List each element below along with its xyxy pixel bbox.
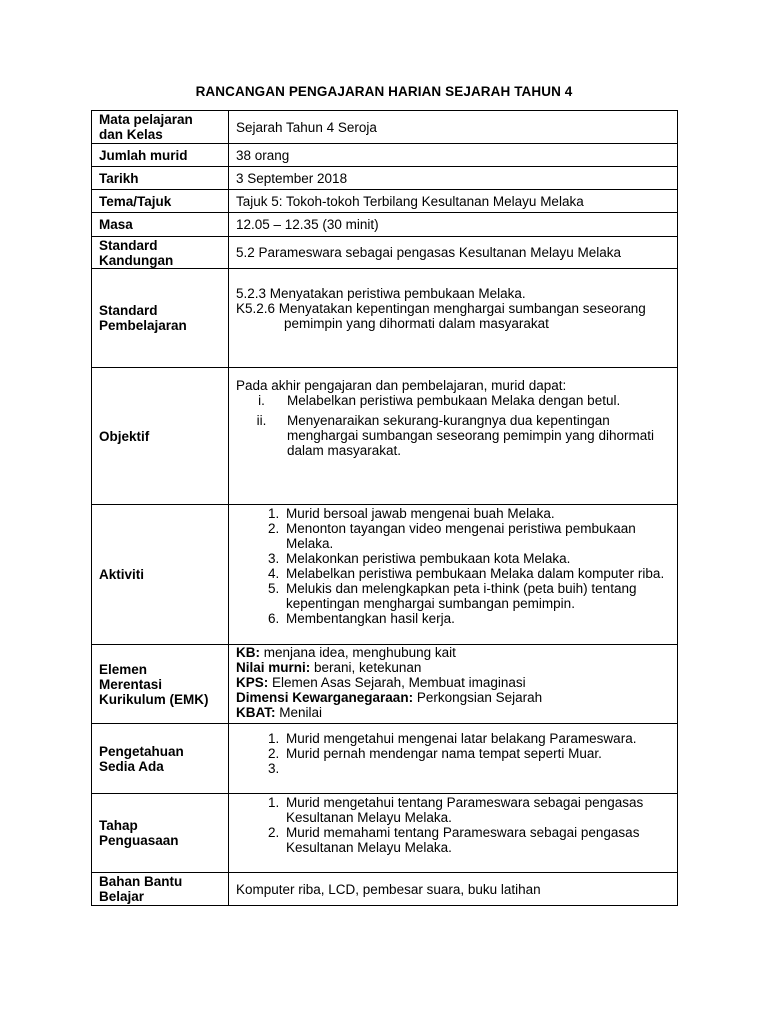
list-item: 2. Murid memahami tentang Parameswara sebagai pengasas Kesultanan Melayu Melaka. (283, 825, 671, 855)
value-bahan: Komputer riba, LCD, pembesar suara, buku latihan (229, 873, 678, 906)
label-line: Tahap (99, 818, 138, 833)
label-tema: Tema/Tajuk (92, 190, 229, 213)
list-item: 2. Menonton tayangan video mengenai peristiwa pembukaan Melaka. (283, 521, 671, 551)
label-line: Penguasaan (99, 833, 179, 848)
row-tahap (92, 794, 678, 873)
emk-row (236, 690, 671, 705)
emk-row (236, 660, 671, 675)
emk-value: Elemen Asas Sejarah, Membuat imaginasi (272, 675, 526, 690)
row-bahan (92, 873, 678, 906)
list-item: 4. Melabelkan peristiwa pembukaan Melaka dalam komputer riba. (283, 566, 671, 581)
label-line: Pengetahuan (99, 743, 184, 759)
label-line: Standard (99, 237, 158, 253)
emk-value: Menilai (279, 705, 323, 720)
value-tema: Tajuk 5: Tokoh-tokoh Terbilang Kesultanan Melayu Melaka (229, 190, 678, 213)
row-pengetahuan (92, 724, 678, 794)
pengetahuan-list (236, 731, 671, 776)
emk-key: KB: (236, 645, 260, 660)
row-emk (92, 645, 678, 724)
list-item: 1. Murid mengetahui tentang Parameswara sebagai pengasas Kesultanan Melayu Melaka. (283, 795, 671, 825)
emk-key: Dimensi Kewarganegaraan: (236, 690, 414, 705)
emk-key: KBAT: (236, 705, 276, 720)
value-emk (229, 645, 678, 724)
aktiviti-list (236, 506, 671, 626)
objektif-num: ii. (256, 413, 267, 428)
emk-key: Nilai murni: (236, 660, 311, 675)
sp-line: K5.2.6 Menyatakan kepentingan menghargai sumbangan seseorang (236, 301, 646, 316)
label-line: Kandungan (99, 252, 174, 268)
label-standard-pembelajaran (92, 269, 229, 368)
emk-row (236, 645, 671, 660)
emk-value: berani, ketekunan (314, 660, 422, 675)
row-aktiviti (92, 505, 678, 645)
label-line: Belajar (99, 889, 145, 904)
label-line: Kurikulum (EMK) (99, 691, 209, 707)
objektif-item (236, 393, 671, 408)
list-item (283, 761, 671, 776)
label-line: Pembelajaran (99, 318, 187, 333)
row-jumlah-murid (92, 144, 678, 167)
label-pengetahuan (92, 724, 229, 794)
row-tarikh (92, 167, 678, 190)
value-tarikh: 3 September 2018 (229, 167, 678, 190)
label-bahan (92, 873, 229, 906)
label-aktiviti: Aktiviti (92, 505, 229, 645)
list-item: 6. Membentangkan hasil kerja. (283, 611, 671, 626)
label-standard-kandungan (92, 237, 229, 269)
value-standard-pembelajaran (229, 269, 678, 368)
emk-key: KPS: (236, 675, 269, 690)
list-item: 1. Murid mengetahui mengenai latar belakang Parameswara. (283, 731, 671, 746)
list-item: 1. Murid bersoal jawab mengenai buah Melaka. (283, 506, 671, 521)
value-aktiviti (229, 505, 678, 645)
list-item: 5. Melukis dan melengkapkan peta i-think (peta buih) tentang kepentingan menghargai sumbangan pemimpin. (283, 581, 671, 611)
objektif-intro: Pada akhir pengajaran dan pembelajaran, murid dapat: (236, 378, 567, 393)
label-line: Elemen (99, 661, 148, 677)
label-line: dan Kelas (99, 127, 163, 142)
value-standard-kandungan: 5.2 Parameswara sebagai pengasas Kesultanan Melayu Melaka (229, 237, 678, 269)
sp-line: 5.2.3 Menyatakan peristiwa pembukaan Melaka. (236, 286, 526, 301)
label-tarikh: Tarikh (92, 167, 229, 190)
label-line: Bahan Bantu (99, 874, 183, 889)
label-objektif: Objektif (92, 368, 229, 505)
label-line: Standard (99, 303, 158, 318)
document-title: RANCANGAN PENGAJARAN HARIAN SEJARAH TAHUN 4 (195, 84, 573, 99)
emk-value: menjana idea, menghubung kait (263, 645, 456, 660)
tahap-list (236, 795, 671, 855)
objektif-num: i. (258, 393, 265, 408)
list-item: 3. Melakonkan peristiwa pembukaan kota Melaka. (283, 551, 671, 566)
value-objektif (229, 368, 678, 505)
list-item: 2. Murid pernah mendengar nama tempat seperti Muar. (283, 746, 671, 761)
label-line: Sedia Ada (99, 758, 164, 774)
lesson-plan-table (91, 110, 678, 906)
label-line: Mata pelajaran (99, 112, 193, 127)
value-masa: 12.05 – 12.35 (30 minit) (229, 213, 678, 237)
label-line: Merentasi (99, 676, 163, 692)
value-tahap (229, 794, 678, 873)
label-masa: Masa (92, 213, 229, 237)
objektif-text: Melabelkan peristiwa pembukaan Melaka dengan betul. (287, 393, 621, 408)
label-mata-pelajaran (92, 111, 229, 144)
label-tahap (92, 794, 229, 873)
row-objektif (92, 368, 678, 505)
sp-line: pemimpin yang dihormati dalam masyarakat (284, 316, 549, 331)
row-tema (92, 190, 678, 213)
objektif-text: Menyenaraikan sekurang-kurangnya dua kepentingan menghargai sumbangan seseorang pemimpin yang dihormati dalam masyarakat. (287, 413, 654, 458)
value-jumlah-murid: 38 orang (229, 144, 678, 167)
row-standard-kandungan (92, 237, 678, 269)
row-mata-pelajaran (92, 111, 678, 144)
emk-row (236, 705, 671, 720)
label-emk (92, 645, 229, 724)
value-mata-pelajaran: Sejarah Tahun 4 Seroja (229, 111, 678, 144)
row-standard-pembelajaran (92, 269, 678, 368)
emk-value: Perkongsian Sejarah (416, 690, 543, 705)
value-pengetahuan (229, 724, 678, 794)
objektif-item (236, 413, 671, 458)
label-jumlah-murid: Jumlah murid (92, 144, 229, 167)
emk-row (236, 675, 671, 690)
row-masa (92, 213, 678, 237)
